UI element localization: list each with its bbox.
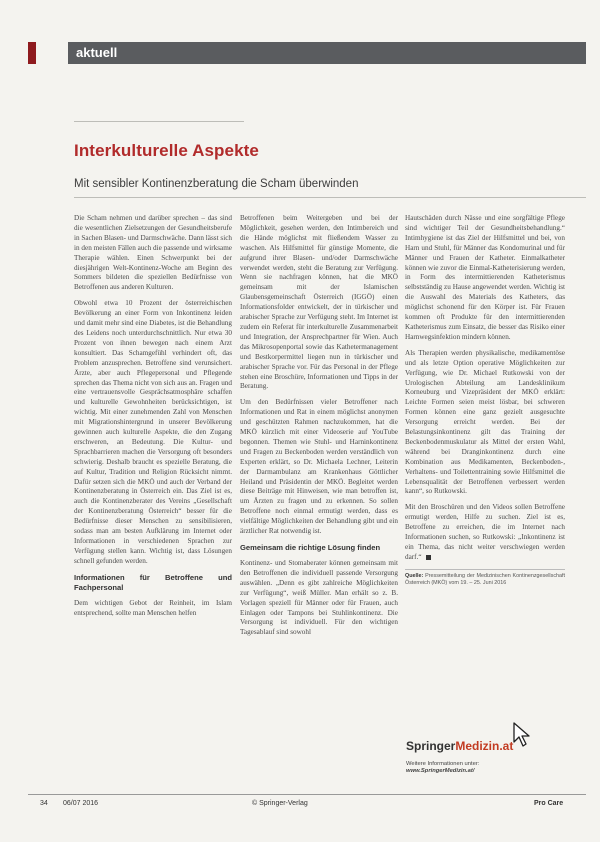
subtitle-divider xyxy=(74,197,586,198)
source-label: Quelle: xyxy=(405,572,424,579)
source-note xyxy=(405,569,565,587)
magazine-name: Pro Care xyxy=(534,800,564,807)
logo-part-medizin: Medizin.at xyxy=(455,739,514,753)
paragraph-text: Mit den Broschüren und den Videos sollen Betroffene ermutigt werden, Hilfe zu suchen. Ziel ist es, Betroffene zu erreichen, die im Internet nach Informationen suchen, so Rutkowski: „Inkontinenz ist ein Thema, das nicht weiter verschwiegen werden darf.“ xyxy=(405,503,565,561)
text-column-3 xyxy=(405,214,565,587)
paragraph: Hautschäden durch Nässe und eine sorgfältige Pflege sind wichtiger Teil der Gesundheitsbehandlung.“ Intimhygiene ist das Ziel der Hilfsmittel und bei, von Harn und Stuhl, für Männer das Kondomurinal und für Männer und Frauen der Katheter. Einmalkatheter können wie zuvor die Einmal-Katheterisierung werden, in Form des intermittierenden Katheterismus selbstständig zu Hause angewendet werden. Wichtig ist die Auswahl des Materials des Katheters, das möglichst schonend für den Körper ist. Für Frauen kommen oft Produkte für den intermittierenden Katheterismus zum Einsatz, die besser das Risiko einer Harnwegsinfektion mindern können. xyxy=(405,214,565,341)
promo-url-link[interactable]: www.SpringerMedizin.at/ xyxy=(406,768,475,775)
page-number: 34 xyxy=(40,800,48,807)
article-title: Interkulturelle Aspekte xyxy=(74,141,259,160)
paragraph: Um den Bedürfnissen vieler Betroffener nach Informationen und Rat in einem möglichst anonymen und geschützten Rahmen nachzukommen, hat die MKÖ kürzlich mit einer Videoserie auf YouTube begonnen. Themen wie Stuhl- und Harninkontinenz und Fragen zu Beckenboden werden verständlich von Experten erklärt, so Dr. Michaela Lechner, Leiterin der Darmambulanz am Krankenhaus Göttlicher Heiland und Präsidentin der MKÖ. Begleitet werden diese Beiträge mit Hinweisen, wie man betroffen ist, um Ärzten zu fragen und zu erkennen. So sollen Betroffene noch einmal ermutigt werden, dass es vielfältige Möglichkeiten der Behandlung gibt und ein ärztlicher Rat notwendig ist. xyxy=(240,398,398,536)
paragraph: Dem wichtigen Gebot der Reinheit, im Islam entsprechend, sollte man Menschen helfen xyxy=(74,598,232,617)
section-label: aktuell xyxy=(76,45,118,60)
promo-text: Weitere Informationen unter: xyxy=(406,761,480,767)
paragraph: Als Therapien werden physikalische, medikamentöse und als letzte Option operative Möglichkeiten zur Verfügung, wie Dr. Michael Rutkowski von der Urologischen Abteilung am Landesklinikum Korneuburg und Vizepräsident der MKÖ erklärt: Leichte Formen seien meist lösbar, bei schweren Formen können eine ganz gezielt ausgesuchte Versorgung erreicht werden. Bei der Belastungsinkontinenz gilt das Training der Beckenbodenmuskulatur als Mittel der ersten Wahl, während bei Dranginkontinenz durch eine Kombination aus Medikamenten, Beckenboden-, Verhaltens- und Toilettentraining sowie Hilfsmittel die Lebensqualität der Betroffenen verbessert werden kann“, so Rutkowski. xyxy=(405,348,565,496)
paragraph: Betroffenen beim Weitergeben und bei der Möglichkeit, gesehen werden, den Intimbereich und die Hände möglichst mit fließendem Wasser zu waschen. Als Hilfsmittel für günstige Momente, die aufgrund ihrer Blasen- und/oder Darmschwäche verwendet werden, steht die Beratung zur Verfügung. Wenn sie nachfragen können, hat die MKÖ gemeinsam mit der Islamischen Glaubensgemeinschaft Österreich (IGGÖ) einen Informationsfolder entwickelt, der in türkischer und arabischer Sprache zur Verfügung steht. Im Internet ist zudem ein Referat für interkulturelle Zusammenarbeit und Integration, der Ansprechpartner für Wien. Auch das Mikrosopenportal sowie das Kathetermanagement und Bestkorpermittel liegen nun in türkischer und arabischer Sprache vor. Für das Personal in der Pflege stehen eine Broschüre, Informationen und Tipps in der Beratung. xyxy=(240,214,398,391)
section-marker xyxy=(28,42,36,64)
paragraph: Obwohl etwa 10 Prozent der österreichischen Bevölkerung an einer Form von Inkontinenz leiden und damit mehr sind eine Diabetes, ist die Behandlung des Leidens noch unterdurchschnittlich. Nur etwa 30 Prozent von ihnen bewegen nach einem Arzt konsultiert. Das Schamgefühl verhindert oft, das Problem anzusprechen. Betroffene sind verunsichert. Ärzte, aber auch Pflegepersonal und Pflegende sprechen das Thema nicht von sich aus an. Fragen und eine vertrauensvolle Gesprächsatmosphäre schaffen und kulturelle Gewohnheiten berücksichtigen, ist wichtig. Mit einer zunehmenden Zahl von Menschen mit Migrationshintergrund in unserer Bevölkerung gewinnen auch kulturelle Aspekte, die den Zugang erschweren, an Bedeutung. Die Kultur- und Sprachbarrieren machen die Versorgung oft besonders schwierig. Deshalb braucht es spezielle Beratung, die auf Kultur, Tradition und Religion Rücksicht nimmt. Dafür setzen sich die MKÖ und auch der Verband der Kontinenzberatung in Österreich ein. Das Ziel ist es, auch die Kontinenzberater des Vereins „Gesellschaft der Kontinenzberatung Österreich“ besser für die Bedürfnisse dieser Menschen zu sensibilisieren, sodass man am besten Aufklärung im Internet oder Informationen in verschiedenen Sprachen zur Verfügung stellen kann. Wichtig ist, dass Lösungen schnell gefunden werden. xyxy=(74,299,232,565)
cursor-icon xyxy=(512,722,534,748)
logo-part-springer: Springer xyxy=(406,739,456,753)
subheading: Gemeinsam die richtige Lösung finden xyxy=(240,543,381,552)
subheading: Informationen für Betroffene und Fachpersonal xyxy=(74,572,232,592)
issue-date: 06/07 2016 xyxy=(63,800,99,807)
publisher: © Springer-Verlag xyxy=(252,800,308,807)
text-column-2 xyxy=(240,214,398,644)
text-column-1 xyxy=(74,214,232,625)
section-header-bar xyxy=(68,42,586,64)
paragraph: Kontinenz- und Stomaberater können gemeinsam mit den Betroffenen die individuell passende Versorgung auswählen. „Denn es gibt zahlreiche Möglichkeiten zur Verfügung“, weiß Müller. Man erhält so z. B. Vorlagen speziell für Männer oder für Frauen, auch Einlagen oder Tampons bei Stuhlinkontinenz. Die Versorgung ist individuell. Für den wichtigen Tagesablauf sind sowohl xyxy=(240,559,398,637)
title-divider xyxy=(74,121,244,122)
end-mark-icon xyxy=(426,555,431,560)
article-subtitle: Mit sensibler Kontinenzberatung die Scham überwinden xyxy=(74,178,359,190)
paragraph xyxy=(405,503,565,562)
promo-box xyxy=(406,761,566,775)
footer-divider xyxy=(28,794,586,795)
springermedizin-logo xyxy=(406,739,513,753)
source-text: Pressemitteilung der Medizinischen Kontinenzgesellschaft Österreich (MKÖ) vom 19. – 25. Juni 2016 xyxy=(405,572,566,586)
paragraph: Die Scham nehmen und darüber sprechen – das sind die wesentlichen Zielsetzungen der Gesundheitsberufe in Sachen Blasen- und Darmschwäche. Dann lässt sich in den meisten Fällen auch die passende und wirksame Therapie wählen. Einen Schwerpunkt bei der diesjährigen Welt-Kontinenz-Woche am Beginn des Sommers bildeten die speziellen Bedürfnisse von Betroffenen aus anderen Kulturen. xyxy=(74,214,232,292)
